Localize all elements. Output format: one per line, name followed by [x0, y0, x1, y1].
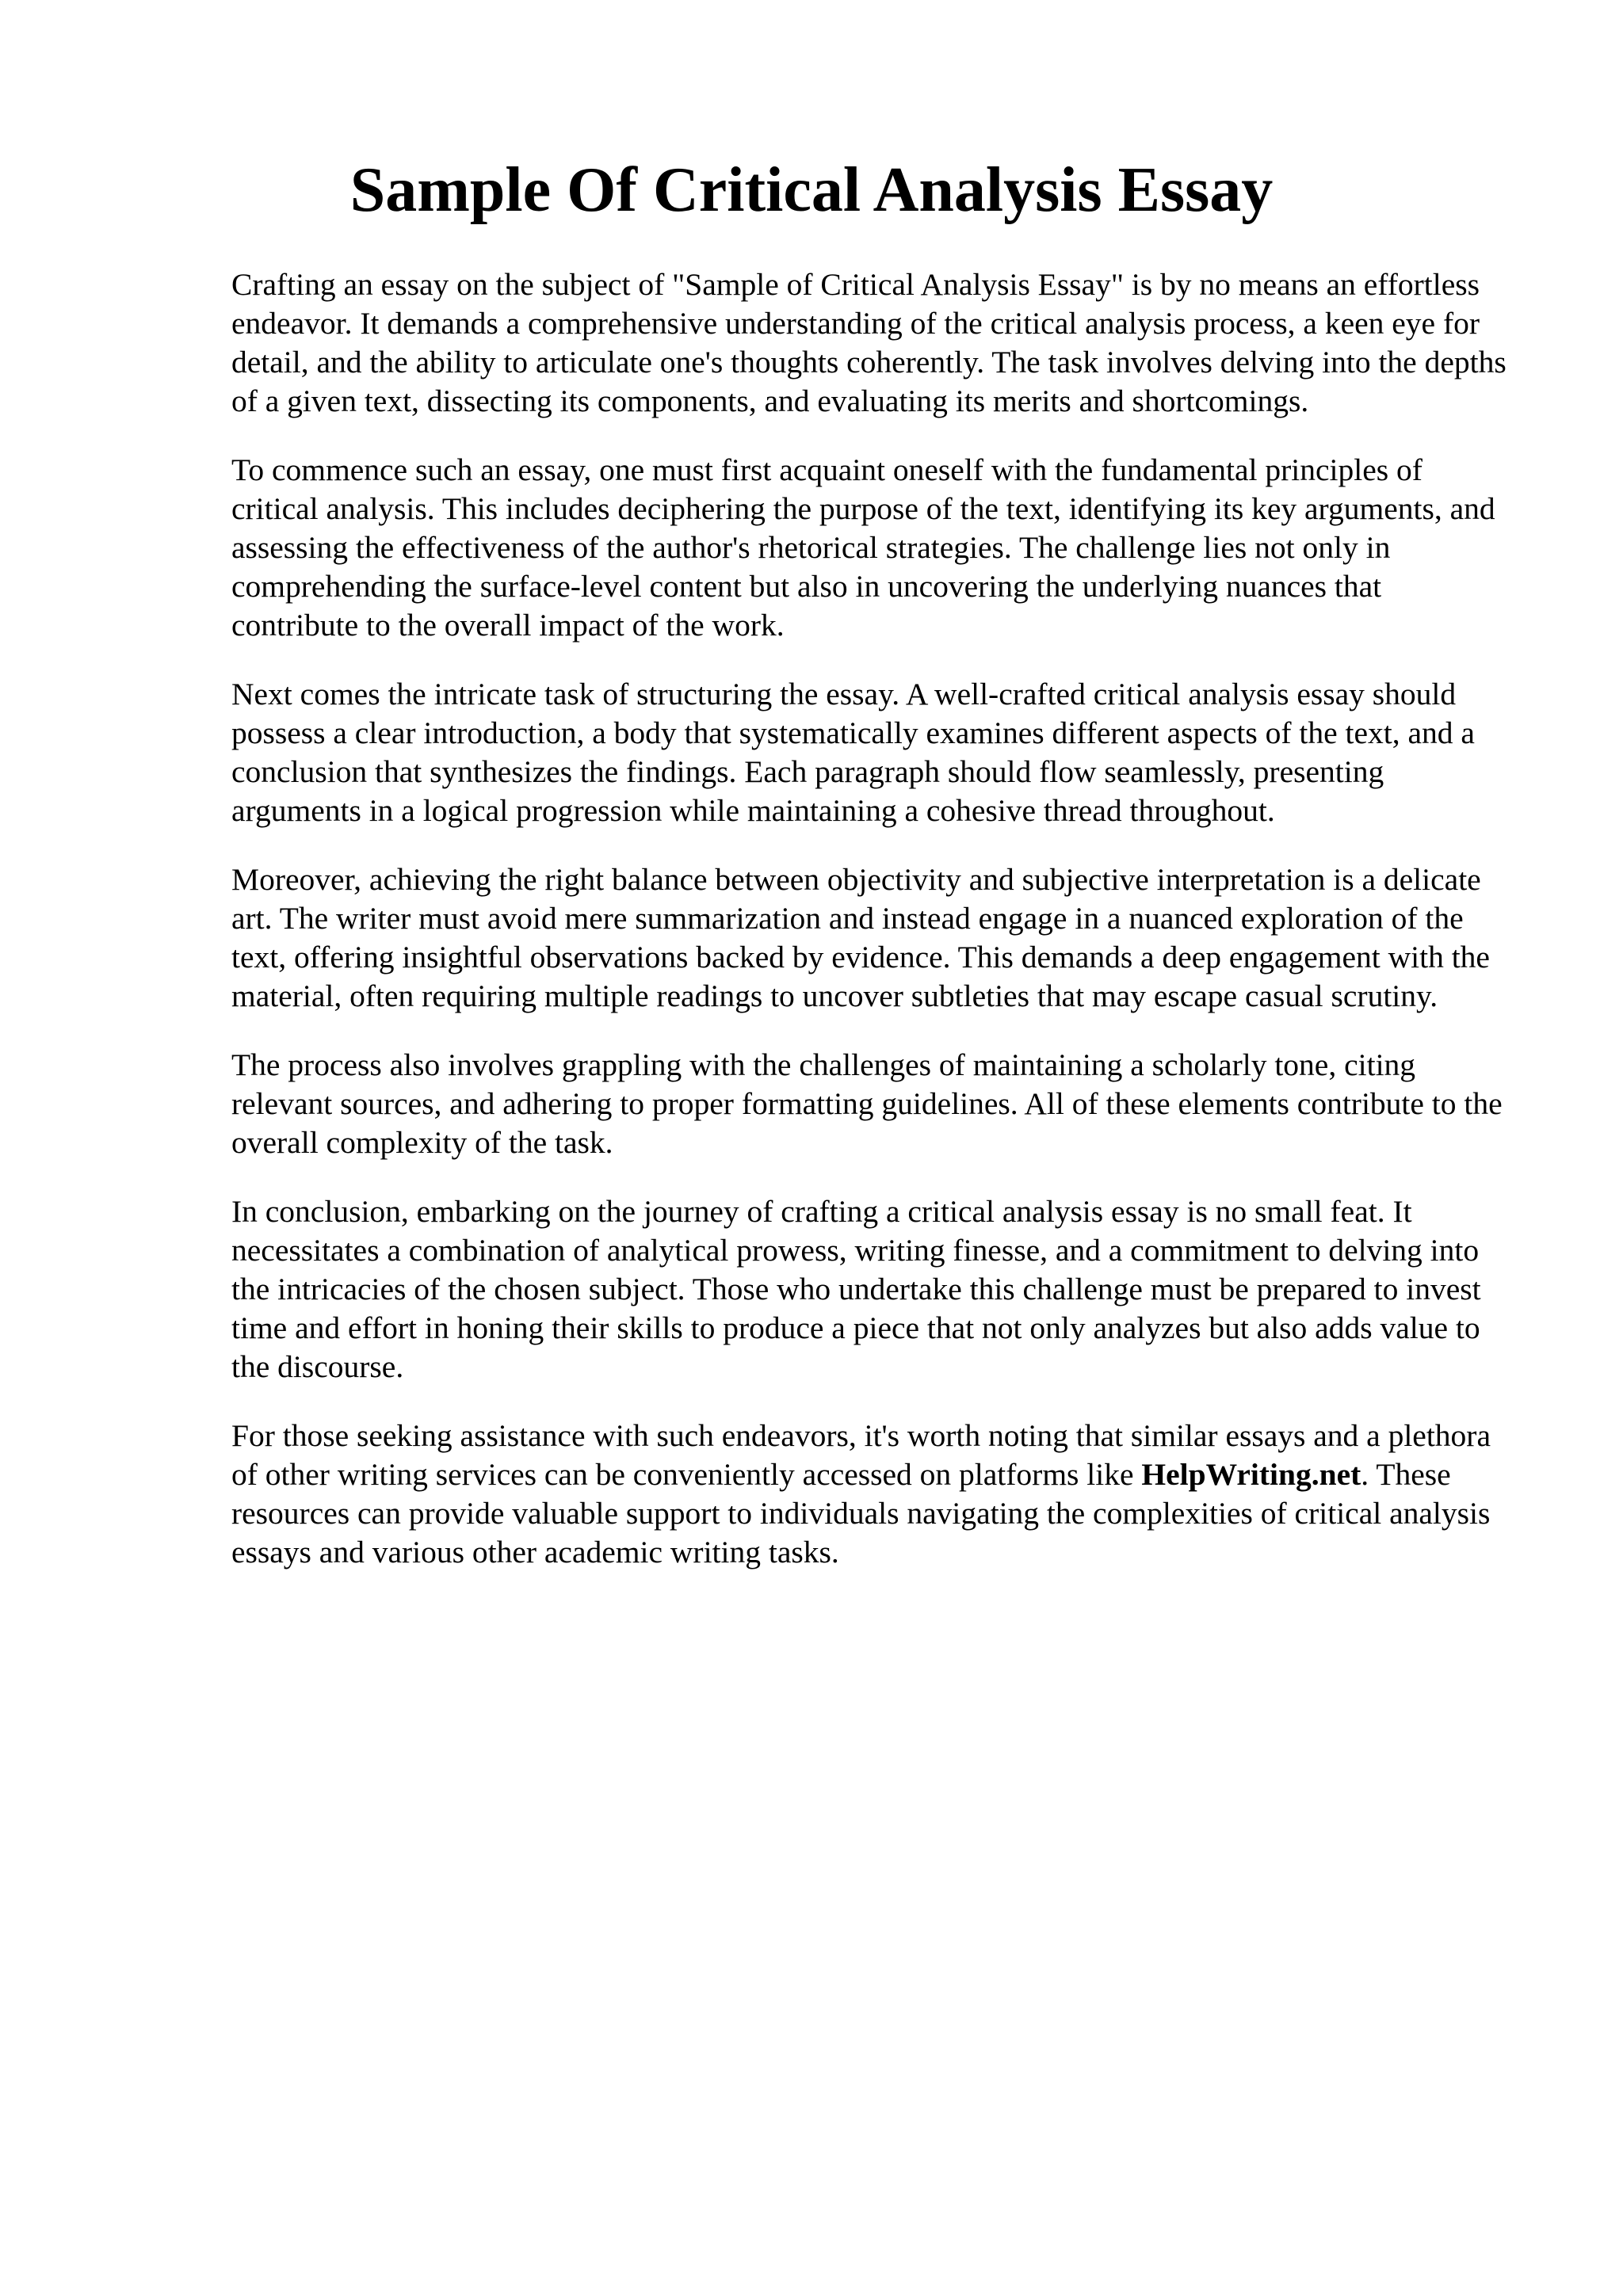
paragraph-6: In conclusion, embarking on the journey of crafting a critical analysis essay is no small feat. It necessitates a combination of analytical prowess, writing finesse, and a commitment to delving into the intricacies of the chosen subject. Those who undertake this challenge must be prepared to invest time and effort in honing their skills to produce a piece that not only analyzes but also adds value to the discourse. [231, 1194, 1481, 1384]
page-title: Sample Of Critical Analysis Essay [349, 155, 1274, 225]
paragraph-7-tail-text: . These resources can provide valuable support to individuals navigating the complexities of critical analysis essays and various other academic writing tasks. [231, 1457, 1491, 1569]
paragraph-2: To commence such an essay, one must first acquaint oneself with the fundamental principles of critical analysis. This includes deciphering the purpose of the text, identifying its key arguments, and assessing the effectiveness of the author's rhetorical strategies. The challenge lies not only in comprehending the surface-level content but also in uncovering the underlying nuances that contribute to the overall impact of the work. [231, 452, 1495, 643]
paragraph-3: Next comes the intricate task of structuring the essay. A well-crafted critical analysis essay should possess a clear introduction, a body that systematically examines different aspects of the text, and a conclusion that synthesizes the findings. Each paragraph should flow seamlessly, presenting arguments in a logical progression while maintaining a cohesive thread throughout. [231, 677, 1475, 828]
helpwriting-link[interactable]: HelpWriting.net [1141, 1457, 1361, 1492]
paragraph-7 [231, 1417, 1515, 1572]
paragraph-4: Moreover, achieving the right balance between objectivity and subjective interpretation is a delicate art. The writer must avoid mere summarization and instead engage in a nuanced exploration of the text, offering insightful observations backed by evidence. This demands a deep engagement with the material, often requiring multiple readings to uncover subtleties that may escape casual scrutiny. [231, 862, 1490, 1013]
paragraph-7-lead-text: For those seeking assistance with such endeavors, it's worth noting that similar essays and a plethora of other writing services can be conveniently accessed on platforms like [231, 1418, 1491, 1492]
paragraph-5: The process also involves grappling with the challenges of maintaining a scholarly tone, citing relevant sources, and adhering to proper formatting guidelines. All of these elements contribute to the overall complexity of the task. [231, 1047, 1503, 1160]
essay-body [231, 265, 1515, 1602]
paragraph-1: Crafting an essay on the subject of "Sample of Critical Analysis Essay" is by no means an effortless endeavor. It demands a comprehensive understanding of the critical analysis process, a keen eye for detail, and the ability to articulate one's thoughts coherently. The task involves delving into the depths of a given text, dissecting its components, and evaluating its merits and shortcomings. [231, 267, 1507, 418]
